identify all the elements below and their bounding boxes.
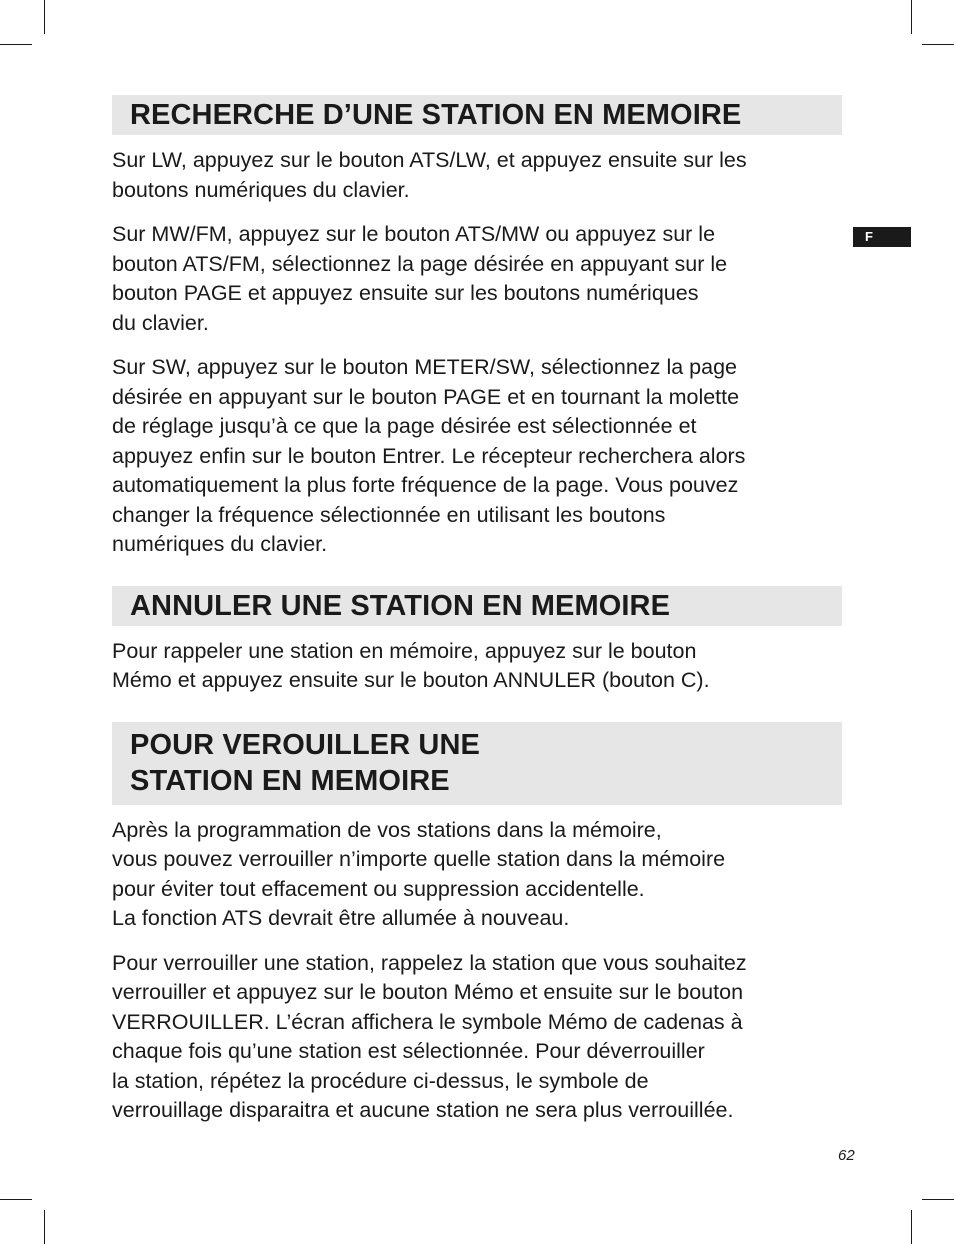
crop-mark-bottom-right-vertical	[911, 1210, 912, 1244]
section-annuler	[112, 586, 842, 696]
crop-mark-top-right-horizontal	[922, 44, 954, 45]
crop-mark-bottom-left-horizontal	[0, 1199, 32, 1200]
section-recherche	[112, 95, 842, 560]
language-tab: F	[853, 227, 911, 247]
paragraph: Sur SW, appuyez sur le bouton METER/SW, sélectionnez la page désirée en appuyant sur le bouton PAGE et en tournant la molette de réglage jusqu’à ce que la page désirée est sélectionnée et appuyez enfin sur le bouton Entrer. Le récepteur recherchera alors automatiquement la plus forte fréquence de la page. Vous pouvez changer la fréquence sélectionnée en utilisant les boutons numériques du clavier.	[112, 355, 746, 556]
section-heading-line: STATION EN MEMOIRE	[130, 764, 450, 797]
page-number: 62	[838, 1147, 855, 1164]
paragraph: Après la programmation de vos stations dans la mémoire, vous pouvez verrouiller n’importe quelle station dans la mémoire pour éviter tout effacement ou suppression accidentelle. La fonction ATS devrait être allumée à nouveau.	[112, 817, 726, 930]
crop-mark-top-right-vertical	[911, 0, 912, 34]
crop-mark-bottom-left-vertical	[44, 1210, 45, 1244]
paragraph: Sur MW/FM, appuyez sur le bouton ATS/MW ou appuyez sur le bouton ATS/FM, sélectionnez la page désirée en appuyant sur le bouton PAGE et appuyez ensuite sur les boutons numériques du clavier.	[112, 222, 728, 335]
page-content	[112, 95, 842, 1126]
section-heading	[112, 722, 842, 805]
paragraph: Pour verrouiller une station, rappelez la station que vous souhaitez verrouiller et appuyez sur le bouton Mémo et ensuite sur le bouton VERROUILLER. L’écran affichera le symbole Mémo de cadenas à chaque fois qu’une station est sélectionnée. Pour déverrouiller la station, répétez la procédure ci-dessus, le symbole de verrouillage disparaitra et aucune station ne sera plus verrouillée.	[112, 950, 747, 1122]
paragraph: Pour rappeler une station en mémoire, appuyez sur le bouton Mémo et appuyez ensuite sur le bouton ANNULER (bouton C).	[112, 638, 710, 692]
crop-mark-top-left-horizontal	[0, 44, 32, 45]
section-heading: ANNULER UNE STATION EN MEMOIRE	[112, 586, 842, 626]
section-verouiller	[112, 722, 842, 1126]
crop-mark-top-left-vertical	[44, 0, 45, 34]
section-heading: RECHERCHE D’UNE STATION EN MEMOIRE	[112, 95, 842, 135]
section-heading-line: POUR VEROUILLER UNE	[130, 728, 480, 761]
paragraph: Sur LW, appuyez sur le bouton ATS/LW, et appuyez ensuite sur les boutons numériques du clavier.	[112, 148, 747, 202]
crop-mark-bottom-right-horizontal	[922, 1199, 954, 1200]
